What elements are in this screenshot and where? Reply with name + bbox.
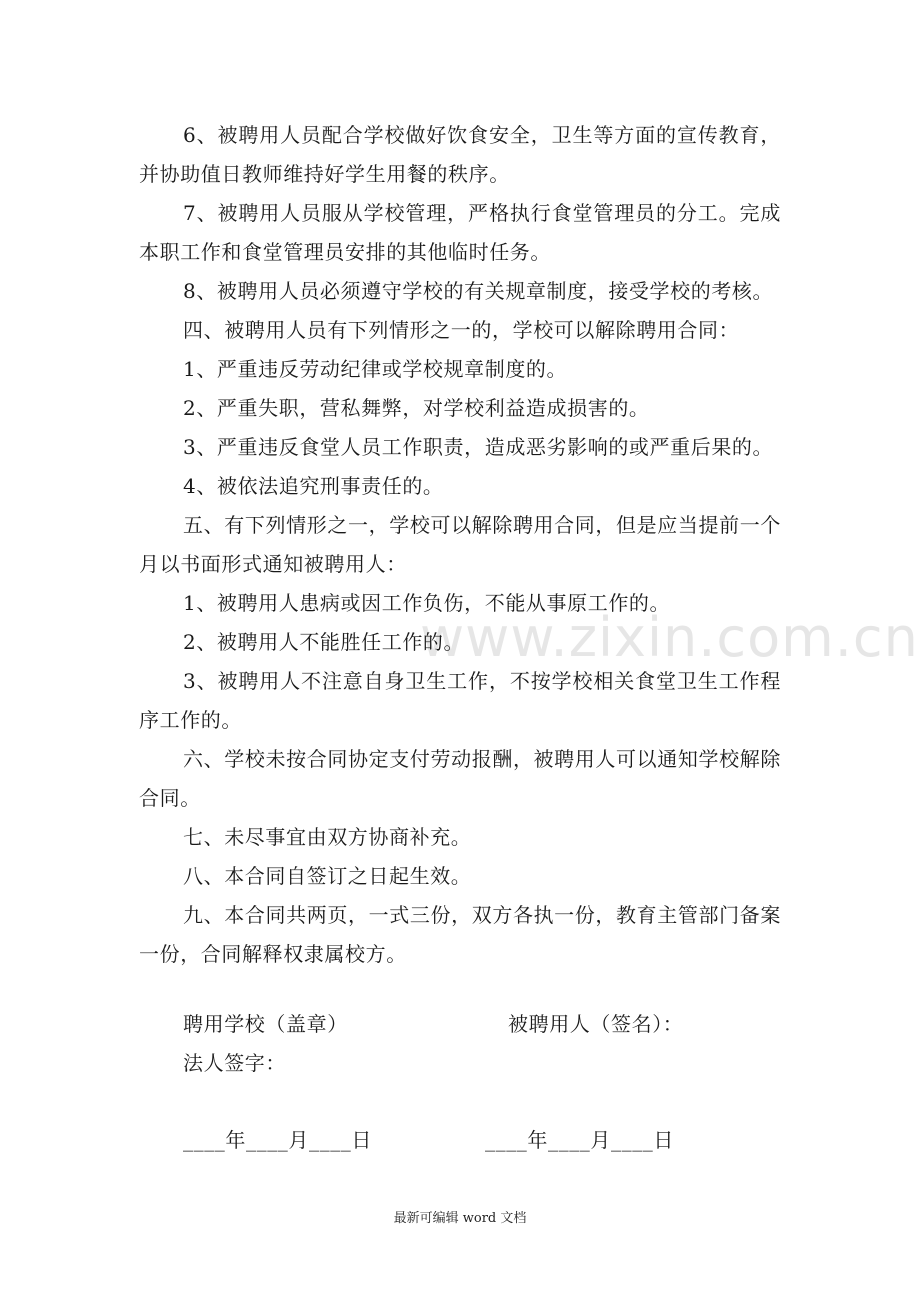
section-4-item-2: 2、严重失职，营私舞弊，对学校利益造成损害的。	[183, 396, 650, 420]
legal-rep-signature-label: 法人签字：	[183, 1051, 286, 1075]
section-5-item-2: 2、被聘用人不能胜任工作的。	[183, 630, 465, 654]
section-4-item-1: 1、严重违反劳动纪律或学校规章制度的。	[183, 357, 568, 381]
section-4-item-3: 3、严重违反食堂人员工作职责，造成恶劣影响的或严重后果的。	[183, 435, 774, 459]
section-5-heading: 五、有下列情形之一，学校可以解除聘用合同，但是应当提前一个月以书面形式通知被聘用人：	[139, 513, 781, 576]
employee-signature-label: 被聘用人（签名）：	[508, 1012, 684, 1036]
page-footer: 最新可编辑 word 文档	[393, 1211, 527, 1226]
section-9: 九、本合同共两页，一式三份，双方各执一份，教育主管部门备案一份，合同解释权隶属校方。	[139, 903, 781, 966]
employee-date-line: ____年____月____日	[485, 1128, 674, 1152]
section-6: 六、学校未按合同协定支付劳动报酬，被聘用人可以通知学校解除合同。	[139, 747, 781, 810]
section-7: 七、未尽事宜由双方协商补充。	[183, 825, 472, 849]
clause-8: 8、被聘用人员必须遵守学校的有关规章制度，接受学校的考核。	[183, 279, 774, 303]
section-4-heading: 四、被聘用人员有下列情形之一的，学校可以解除聘用合同：	[183, 318, 740, 342]
watermark: www.zixin.com.cn	[420, 606, 919, 669]
section-5-item-1: 1、被聘用人患病或因工作负伤，不能从事原工作的。	[183, 591, 671, 615]
school-date-line: ____年____月____日	[183, 1128, 372, 1152]
section-4-item-4: 4、被依法追究刑事责任的。	[183, 474, 444, 498]
section-8: 八、本合同自签订之日起生效。	[183, 864, 472, 888]
school-seal-label: 聘用学校（盖章）	[183, 1012, 348, 1036]
clause-7: 7、被聘用人员服从学校管理，严格执行食堂管理员的分工。完成本职工作和食堂管理员安排的其他临时任务。	[139, 201, 781, 264]
clause-6: 6、被聘用人员配合学校做好饮食安全，卫生等方面的宣传教育，并协助值日教师维持好学生用餐的秩序。	[139, 123, 781, 186]
section-5-item-3: 3、被聘用人不注意自身卫生工作，不按学校相关食堂卫生工作程序工作的。	[139, 669, 781, 732]
contract-body	[139, 116, 781, 974]
